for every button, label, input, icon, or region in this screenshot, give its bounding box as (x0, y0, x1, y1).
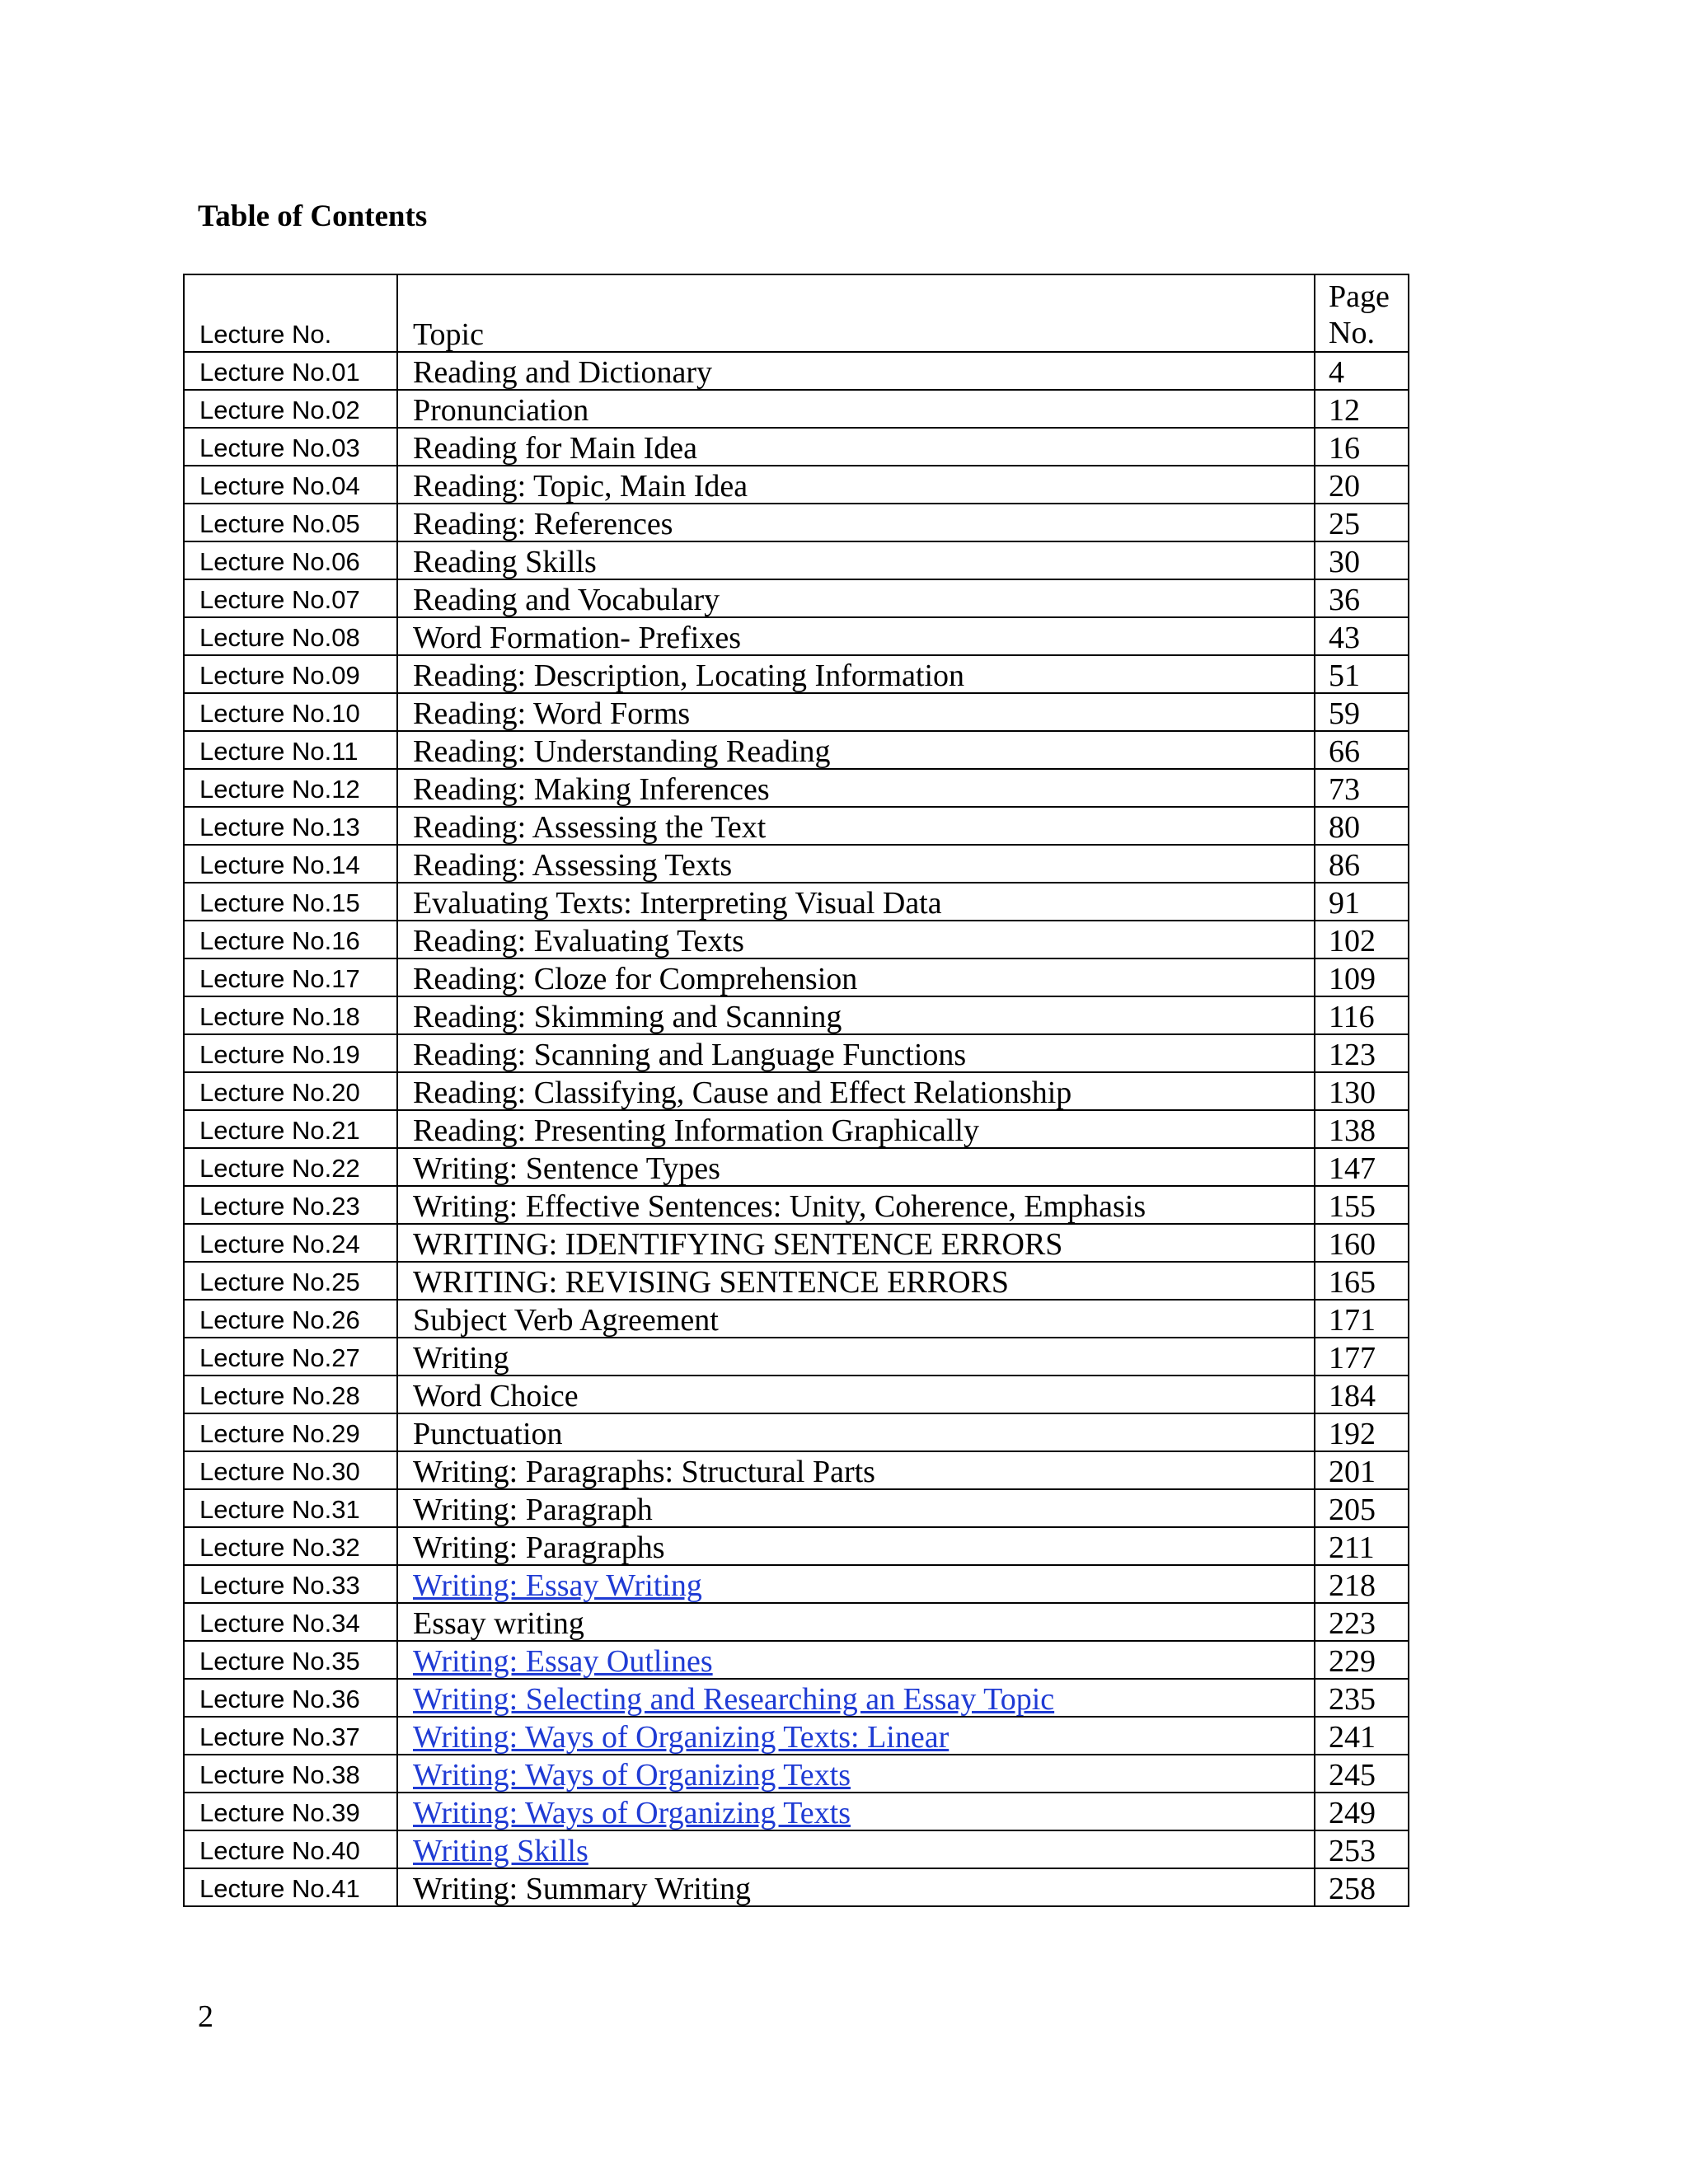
page-number-cell: 86 (1315, 845, 1409, 883)
table-row (184, 1641, 1409, 1679)
page-number-cell: 102 (1315, 921, 1409, 958)
table-row (184, 617, 1409, 655)
lecture-number-cell: Lecture No.30 (184, 1451, 397, 1489)
table-row (184, 1755, 1409, 1793)
table-row (184, 1110, 1409, 1148)
topic-cell: Reading: Understanding Reading (397, 731, 1315, 769)
table-row (184, 1224, 1409, 1262)
page-number-cell: 258 (1315, 1868, 1409, 1906)
page-number-cell: 205 (1315, 1489, 1409, 1527)
table-row (184, 1148, 1409, 1186)
topic-link[interactable]: Writing Skills (413, 1834, 588, 1868)
topic-cell (397, 1565, 1315, 1603)
topic-cell: Writing: Effective Sentences: Unity, Coherence, Emphasis (397, 1186, 1315, 1224)
lecture-number-cell: Lecture No.12 (184, 769, 397, 807)
page-number-cell: 30 (1315, 541, 1409, 579)
lecture-number-cell: Lecture No.01 (184, 352, 397, 390)
page-number-cell: 241 (1315, 1717, 1409, 1755)
topic-cell (397, 1641, 1315, 1679)
page-number-cell: 223 (1315, 1603, 1409, 1641)
topic-link[interactable]: Writing: Essay Outlines (413, 1644, 713, 1679)
topic-cell: Reading and Dictionary (397, 352, 1315, 390)
lecture-number-cell: Lecture No.26 (184, 1300, 397, 1338)
page-number-cell: 201 (1315, 1451, 1409, 1489)
page-number-cell: 184 (1315, 1376, 1409, 1413)
page-number-cell: 12 (1315, 390, 1409, 428)
topic-cell: Reading: Cloze for Comprehension (397, 958, 1315, 996)
footer-page-number: 2 (198, 1999, 213, 2034)
topic-cell: Pronunciation (397, 390, 1315, 428)
table-header-row (184, 274, 1409, 352)
page-number-cell: 109 (1315, 958, 1409, 996)
lecture-number-cell: Lecture No.27 (184, 1338, 397, 1376)
page-number-cell: 229 (1315, 1641, 1409, 1679)
lecture-number-cell: Lecture No.36 (184, 1679, 397, 1717)
table-row (184, 1413, 1409, 1451)
page-number-cell: 43 (1315, 617, 1409, 655)
topic-cell: Reading: Presenting Information Graphically (397, 1110, 1315, 1148)
lecture-number-cell: Lecture No.19 (184, 1034, 397, 1072)
topic-cell: Punctuation (397, 1413, 1315, 1451)
lecture-number-cell: Lecture No.25 (184, 1262, 397, 1300)
lecture-number-cell: Lecture No.32 (184, 1527, 397, 1565)
page-number-cell: 51 (1315, 655, 1409, 693)
topic-link[interactable]: Writing: Selecting and Researching an Essay Topic (413, 1682, 1055, 1717)
page-number-cell: 66 (1315, 731, 1409, 769)
lecture-number-cell: Lecture No.05 (184, 504, 397, 541)
lecture-number-cell: Lecture No.29 (184, 1413, 397, 1451)
topic-cell: Writing: Paragraph (397, 1489, 1315, 1527)
page-number-cell: 16 (1315, 428, 1409, 466)
page-number-cell: 73 (1315, 769, 1409, 807)
page-number-cell: 91 (1315, 883, 1409, 921)
page-number-cell: 4 (1315, 352, 1409, 390)
topic-cell: Reading: Skimming and Scanning (397, 996, 1315, 1034)
lecture-number-cell: Lecture No.33 (184, 1565, 397, 1603)
table-row (184, 921, 1409, 958)
table-row (184, 1527, 1409, 1565)
lecture-number-cell: Lecture No.17 (184, 958, 397, 996)
table-row (184, 1300, 1409, 1338)
contents-table-body (184, 274, 1409, 1906)
table-row (184, 390, 1409, 428)
page-number-cell: 249 (1315, 1793, 1409, 1830)
page-title: Table of Contents (198, 199, 428, 233)
topic-cell: WRITING: REVISING SENTENCE ERRORS (397, 1262, 1315, 1300)
table-row (184, 466, 1409, 504)
page-number-cell: 36 (1315, 579, 1409, 617)
table-row (184, 1262, 1409, 1300)
lecture-number-cell: Lecture No.03 (184, 428, 397, 466)
lecture-number-cell: Lecture No.08 (184, 617, 397, 655)
lecture-number-cell: Lecture No.39 (184, 1793, 397, 1830)
page-number-cell: 147 (1315, 1148, 1409, 1186)
lecture-number-cell: Lecture No.15 (184, 883, 397, 921)
lecture-number-cell: Lecture No.13 (184, 807, 397, 845)
lecture-number-cell: Lecture No.18 (184, 996, 397, 1034)
page-number-cell: 177 (1315, 1338, 1409, 1376)
lecture-number-cell: Lecture No.11 (184, 731, 397, 769)
table-row (184, 1338, 1409, 1376)
table-row (184, 504, 1409, 541)
table-row (184, 1793, 1409, 1830)
lecture-number-cell: Lecture No.24 (184, 1224, 397, 1262)
table-row (184, 1603, 1409, 1641)
lecture-number-cell: Lecture No.41 (184, 1868, 397, 1906)
page-number-cell: 80 (1315, 807, 1409, 845)
lecture-number-cell: Lecture No.06 (184, 541, 397, 579)
table-row (184, 1565, 1409, 1603)
topic-cell: Reading: Assessing Texts (397, 845, 1315, 883)
topic-cell: Evaluating Texts: Interpreting Visual Data (397, 883, 1315, 921)
page-number-cell: 171 (1315, 1300, 1409, 1338)
page-number-cell: 130 (1315, 1072, 1409, 1110)
page-number-cell: 138 (1315, 1110, 1409, 1148)
topic-link[interactable]: Writing: Essay Writing (413, 1568, 702, 1603)
topic-cell: Essay writing (397, 1603, 1315, 1641)
table-row (184, 958, 1409, 996)
header-page-line2: No. (1329, 316, 1375, 350)
header-page-no (1315, 274, 1409, 352)
header-lecture-no: Lecture No. (184, 274, 397, 352)
table-row (184, 1376, 1409, 1413)
page-number-cell: 116 (1315, 996, 1409, 1034)
table-row (184, 845, 1409, 883)
table-row (184, 996, 1409, 1034)
table-row (184, 731, 1409, 769)
page-number-cell: 235 (1315, 1679, 1409, 1717)
topic-cell (397, 1717, 1315, 1755)
lecture-number-cell: Lecture No.02 (184, 390, 397, 428)
table-row (184, 1451, 1409, 1489)
page-number-cell: 165 (1315, 1262, 1409, 1300)
topic-cell: Writing: Paragraphs: Structural Parts (397, 1451, 1315, 1489)
table-row (184, 1034, 1409, 1072)
topic-cell: Reading and Vocabulary (397, 579, 1315, 617)
topic-cell: Writing: Paragraphs (397, 1527, 1315, 1565)
table-row (184, 1489, 1409, 1527)
topic-cell: Reading: Classifying, Cause and Effect Relationship (397, 1072, 1315, 1110)
lecture-number-cell: Lecture No.35 (184, 1641, 397, 1679)
lecture-number-cell: Lecture No.23 (184, 1186, 397, 1224)
topic-cell: Subject Verb Agreement (397, 1300, 1315, 1338)
lecture-number-cell: Lecture No.22 (184, 1148, 397, 1186)
lecture-number-cell: Lecture No.20 (184, 1072, 397, 1110)
topic-cell: Writing (397, 1338, 1315, 1376)
page-number-cell: 192 (1315, 1413, 1409, 1451)
page-number-cell: 245 (1315, 1755, 1409, 1793)
lecture-number-cell: Lecture No.31 (184, 1489, 397, 1527)
table-row (184, 428, 1409, 466)
lecture-number-cell: Lecture No.34 (184, 1603, 397, 1641)
page-number-cell: 123 (1315, 1034, 1409, 1072)
lecture-number-cell: Lecture No.04 (184, 466, 397, 504)
topic-cell (397, 1755, 1315, 1793)
topic-cell: Word Choice (397, 1376, 1315, 1413)
topic-cell: Reading: Assessing the Text (397, 807, 1315, 845)
lecture-number-cell: Lecture No.40 (184, 1830, 397, 1868)
topic-cell (397, 1679, 1315, 1717)
page-number-cell: 25 (1315, 504, 1409, 541)
topic-cell (397, 1793, 1315, 1830)
header-topic: Topic (397, 274, 1315, 352)
lecture-number-cell: Lecture No.07 (184, 579, 397, 617)
table-row (184, 1868, 1409, 1906)
table-row (184, 1717, 1409, 1755)
table-row (184, 807, 1409, 845)
table-row (184, 693, 1409, 731)
table-row (184, 1072, 1409, 1110)
topic-cell: Reading: Topic, Main Idea (397, 466, 1315, 504)
lecture-number-cell: Lecture No.37 (184, 1717, 397, 1755)
page-number-cell: 218 (1315, 1565, 1409, 1603)
table-row (184, 352, 1409, 390)
lecture-number-cell: Lecture No.16 (184, 921, 397, 958)
topic-cell: WRITING: IDENTIFYING SENTENCE ERRORS (397, 1224, 1315, 1262)
table-row (184, 655, 1409, 693)
page-number-cell: 160 (1315, 1224, 1409, 1262)
page-number-cell: 211 (1315, 1527, 1409, 1565)
topic-cell: Word Formation- Prefixes (397, 617, 1315, 655)
page-number-cell: 253 (1315, 1830, 1409, 1868)
contents-table (183, 274, 1409, 1907)
topic-cell: Reading: References (397, 504, 1315, 541)
topic-cell: Reading: Evaluating Texts (397, 921, 1315, 958)
lecture-number-cell: Lecture No.10 (184, 693, 397, 731)
page-number-cell: 59 (1315, 693, 1409, 731)
table-row (184, 883, 1409, 921)
topic-cell: Reading for Main Idea (397, 428, 1315, 466)
lecture-number-cell: Lecture No.09 (184, 655, 397, 693)
topic-cell: Reading: Description, Locating Information (397, 655, 1315, 693)
table-row (184, 769, 1409, 807)
page-number-cell: 155 (1315, 1186, 1409, 1224)
topic-cell: Writing: Sentence Types (397, 1148, 1315, 1186)
lecture-number-cell: Lecture No.21 (184, 1110, 397, 1148)
topic-cell: Reading: Scanning and Language Functions (397, 1034, 1315, 1072)
topic-cell: Writing: Summary Writing (397, 1868, 1315, 1906)
lecture-number-cell: Lecture No.14 (184, 845, 397, 883)
header-page-line1: Page (1329, 279, 1390, 314)
lecture-number-cell: Lecture No.28 (184, 1376, 397, 1413)
topic-cell (397, 1830, 1315, 1868)
page-number-cell: 20 (1315, 466, 1409, 504)
topic-cell: Reading Skills (397, 541, 1315, 579)
table-row (184, 1830, 1409, 1868)
table-row (184, 1186, 1409, 1224)
topic-cell: Reading: Making Inferences (397, 769, 1315, 807)
topic-link[interactable]: Writing: Ways of Organizing Texts (413, 1796, 851, 1830)
table-row (184, 1679, 1409, 1717)
lecture-number-cell: Lecture No.38 (184, 1755, 397, 1793)
table-row (184, 541, 1409, 579)
topic-cell: Reading: Word Forms (397, 693, 1315, 731)
table-row (184, 579, 1409, 617)
topic-link[interactable]: Writing: Ways of Organizing Texts (413, 1758, 851, 1793)
topic-link[interactable]: Writing: Ways of Organizing Texts: Linear (413, 1720, 950, 1755)
